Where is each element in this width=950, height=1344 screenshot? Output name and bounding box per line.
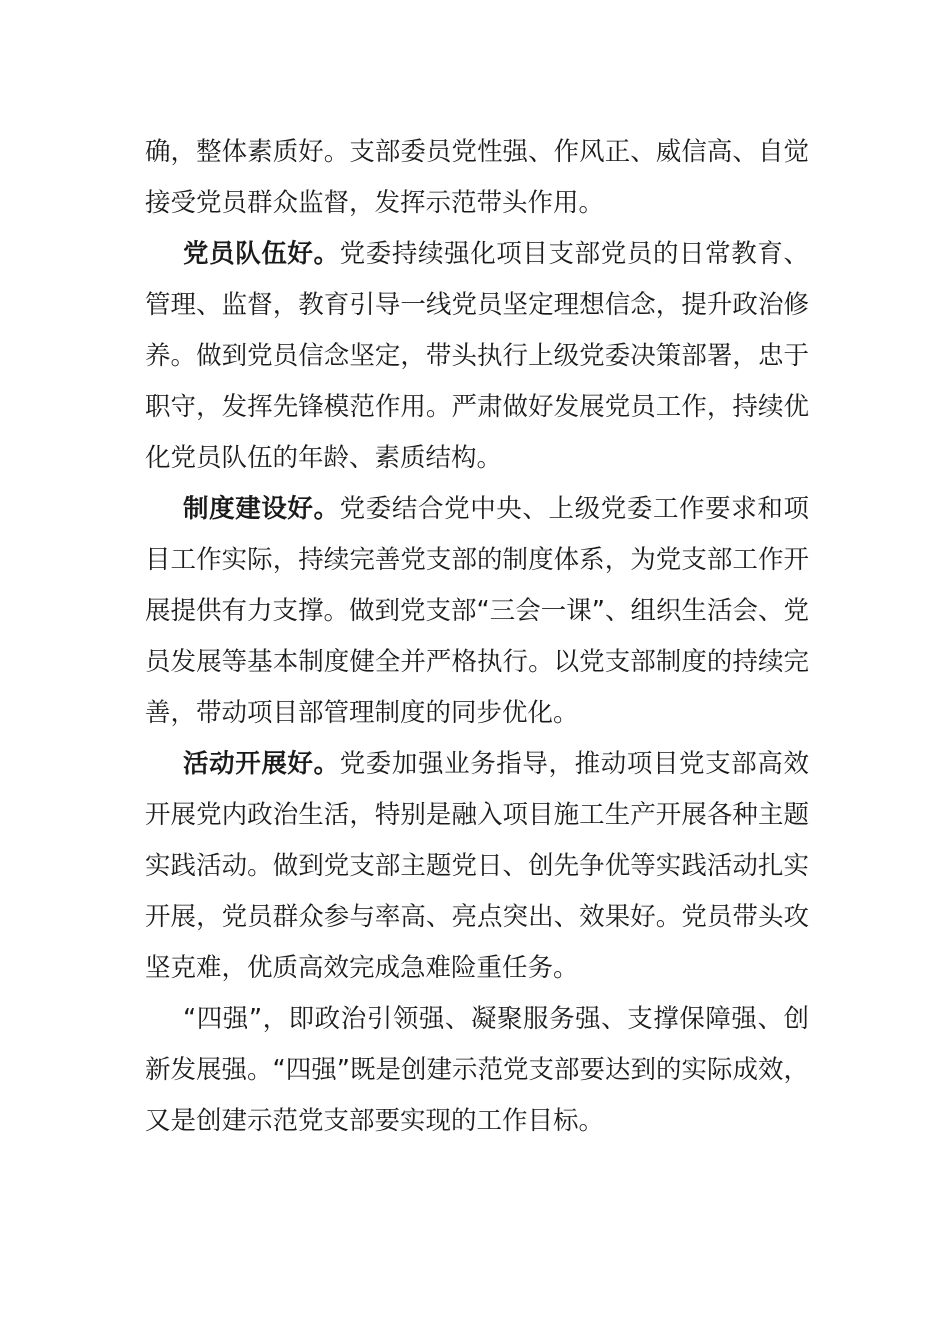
paragraph-lead: 制度建设好。 (183, 494, 340, 524)
paragraph-body: “四强”，即政治引领强、凝聚服务强、支撑保障强、创新发展强。“四强”既是创建示范党支部要达到的实际成效，又是创建示范党支部要实现的工作目标。 (145, 1004, 809, 1136)
paragraph-body: 党委持续强化项目支部党员的日常教育、管理、监督，教育引导一线党员坚定理想信念，提升政治修养。做到党员信念坚定，带头执行上级党委决策部署，忠于职守，发挥先锋模范作用。严肃做好发展党员工作，持续优化党员队伍的年龄、素质结构。 (145, 239, 809, 473)
paragraph-lead: 活动开展好。 (183, 749, 340, 779)
paragraph-body: 党委结合党中央、上级党委工作要求和项目工作实际，持续完善党支部的制度体系，为党支部工作开展提供有力支撑。做到党支部“三会一课”、组织生活会、党员发展等基本制度健全并严格执行。以党支部制度的持续完善，带动项目部管理制度的同步优化。 (145, 494, 809, 728)
document-page (145, 127, 809, 1147)
paragraph-four-strengths (145, 994, 809, 1147)
paragraph-party-member-team (145, 229, 809, 484)
paragraph-body: 确，整体素质好。支部委员党性强、作风正、威信高、自觉接受党员群众监督，发挥示范带头作用。 (145, 137, 809, 218)
paragraph-system-building (145, 484, 809, 739)
paragraph-activities (145, 739, 809, 994)
paragraph-continuation (145, 127, 809, 229)
paragraph-lead: 党员队伍好。 (183, 239, 340, 269)
paragraph-body: 党委加强业务指导，推动项目党支部高效开展党内政治生活，特别是融入项目施工生产开展各种主题实践活动。做到党支部主题党日、创先争优等实践活动扎实开展，党员群众参与率高、亮点突出、效果好。党员带头攻坚克难，优质高效完成急难险重任务。 (145, 749, 809, 983)
